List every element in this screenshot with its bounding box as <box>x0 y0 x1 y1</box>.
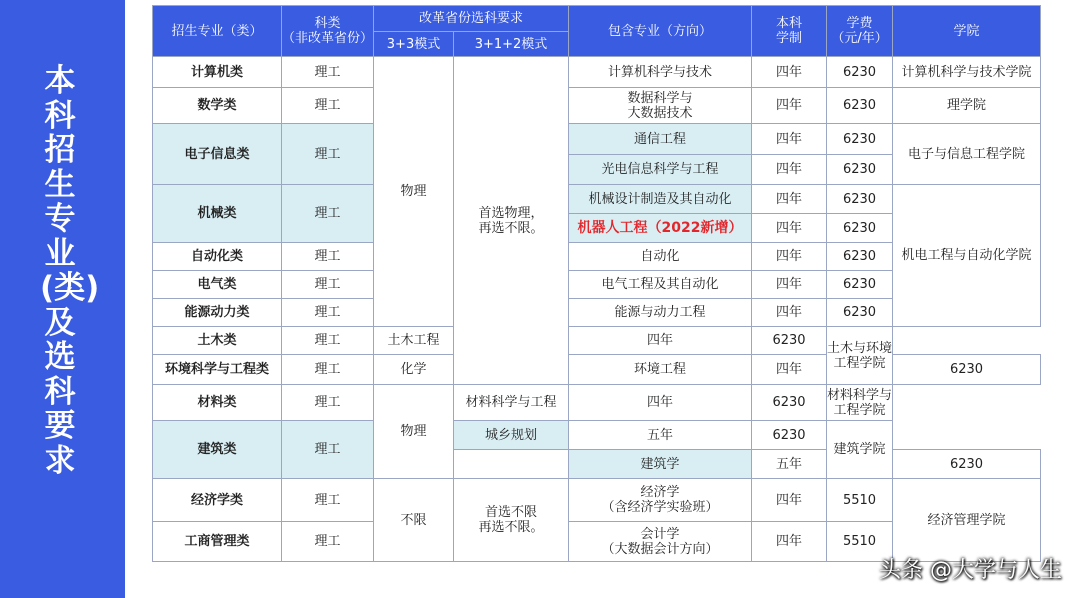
fee-cell: 6230 <box>827 214 893 243</box>
type-cell: 理工 <box>282 327 374 355</box>
fee-cell: 6230 <box>827 124 893 155</box>
duration-cell: 四年 <box>752 243 827 271</box>
major-cell: 数据科学与 大数据技术 <box>569 88 752 124</box>
class-cell: 经济学类 <box>153 479 282 522</box>
class-cell: 能源动力类 <box>153 299 282 327</box>
duration-cell: 四年 <box>752 522 827 562</box>
fee-cell: 6230 <box>827 299 893 327</box>
duration-cell: 四年 <box>752 479 827 522</box>
admissions-table <box>152 5 1041 562</box>
table-row <box>153 124 1041 155</box>
req312-cell: 首选不限 再选不限。 <box>454 479 569 562</box>
major-cell: 会计学 （大数据会计方向） <box>569 522 752 562</box>
table-row <box>153 327 1041 355</box>
class-cell: 土木类 <box>153 327 282 355</box>
fee-cell: 6230 <box>827 243 893 271</box>
major-cell: 土木工程 <box>374 327 454 355</box>
major-cell: 环境工程 <box>569 355 752 385</box>
table-row <box>153 185 1041 214</box>
watermark: 头条 @大学与人生 <box>879 558 1062 583</box>
req312-cell: 首选物理， 再选不限。 <box>454 57 569 385</box>
duration-cell: 四年 <box>752 271 827 299</box>
fee-cell: 6230 <box>827 155 893 185</box>
major-cell: 建筑学 <box>569 450 752 479</box>
req33-cell: 不限 <box>374 479 454 562</box>
table-row <box>153 88 1041 124</box>
header-included-majors: 包含专业（方向） <box>569 6 752 57</box>
duration-cell: 五年 <box>752 450 827 479</box>
duration-cell: 四年 <box>752 57 827 88</box>
class-cell: 环境科学与工程类 <box>153 355 282 385</box>
major-cell: 自动化 <box>569 243 752 271</box>
table-row <box>153 421 1041 450</box>
type-cell: 理工 <box>282 355 374 385</box>
major-cell: 电气工程及其自动化 <box>569 271 752 299</box>
duration-cell: 四年 <box>569 385 752 421</box>
college-cell: 经济管理学院 <box>893 479 1041 562</box>
fee-cell: 6230 <box>752 327 827 355</box>
major-cell: 能源与动力工程 <box>569 299 752 327</box>
header-mode-33: 3+3模式 <box>374 32 454 57</box>
fee-cell: 5510 <box>827 522 893 562</box>
header-major-class: 招生专业（类） <box>153 6 282 57</box>
req33-cell: 化学 <box>374 355 454 385</box>
college-cell: 理学院 <box>893 88 1041 124</box>
college-cell: 材料科学与工程学院 <box>827 385 893 421</box>
duration-cell: 四年 <box>752 124 827 155</box>
class-cell: 机械类 <box>153 185 282 243</box>
fee-cell: 6230 <box>827 185 893 214</box>
admissions-table-wrap <box>152 5 1040 562</box>
class-cell: 建筑类 <box>153 421 282 479</box>
table-row <box>153 355 1041 385</box>
duration-cell: 四年 <box>752 299 827 327</box>
req312-cell <box>454 450 569 479</box>
major-cell: 光电信息科学与工程 <box>569 155 752 185</box>
fee-cell: 6230 <box>827 57 893 88</box>
class-cell: 电子信息类 <box>153 124 282 185</box>
type-cell: 理工 <box>282 88 374 124</box>
major-cell: 通信工程 <box>569 124 752 155</box>
table-row <box>153 57 1041 88</box>
class-cell: 材料类 <box>153 385 282 421</box>
type-cell: 理工 <box>282 57 374 88</box>
type-cell: 理工 <box>282 124 374 185</box>
req33-cell: 物理 <box>374 57 454 327</box>
class-cell: 工商管理类 <box>153 522 282 562</box>
major-cell: 经济学 （含经济学实验班） <box>569 479 752 522</box>
type-cell: 理工 <box>282 185 374 243</box>
fee-cell: 6230 <box>752 385 827 421</box>
duration-cell: 四年 <box>752 88 827 124</box>
class-cell: 计算机类 <box>153 57 282 88</box>
header-duration: 本科 学制 <box>752 6 827 57</box>
college-cell: 建筑学院 <box>827 421 893 479</box>
duration-cell: 四年 <box>752 214 827 243</box>
major-cell: 计算机科学与技术 <box>569 57 752 88</box>
header-reform-req: 改革省份选科要求 <box>374 6 569 32</box>
fee-cell: 5510 <box>827 479 893 522</box>
college-cell: 机电工程与自动化学院 <box>893 185 1041 327</box>
duration-cell: 四年 <box>752 155 827 185</box>
duration-cell: 四年 <box>569 327 752 355</box>
header-tuition: 学费 （元/年） <box>827 6 893 57</box>
type-cell: 理工 <box>282 299 374 327</box>
type-cell: 理工 <box>282 479 374 522</box>
header-mode-312: 3+1+2模式 <box>454 32 569 57</box>
college-cell: 电子与信息工程学院 <box>893 124 1041 185</box>
type-cell: 理工 <box>282 522 374 562</box>
sidebar-panel <box>0 0 125 598</box>
type-cell: 理工 <box>282 421 374 479</box>
major-cell-new: 机器人工程（2022新增） <box>569 214 752 243</box>
type-cell: 理工 <box>282 385 374 421</box>
vertical-title: 本科招生专业(类)及选科要求 <box>40 63 100 479</box>
major-cell: 城乡规划 <box>454 421 569 450</box>
table-row <box>153 479 1041 522</box>
class-cell: 电气类 <box>153 271 282 299</box>
college-cell: 计算机科学与技术学院 <box>893 57 1041 88</box>
college-cell: 土木与环境工程学院 <box>827 327 893 385</box>
class-cell: 数学类 <box>153 88 282 124</box>
major-cell: 机械设计制造及其自动化 <box>569 185 752 214</box>
req33-cell: 物理 <box>374 385 454 479</box>
duration-cell: 四年 <box>752 355 827 385</box>
fee-cell: 6230 <box>893 450 1041 479</box>
fee-cell: 6230 <box>752 421 827 450</box>
fee-cell: 6230 <box>827 271 893 299</box>
duration-cell: 四年 <box>752 185 827 214</box>
table-row <box>153 385 1041 421</box>
header-college: 学院 <box>893 6 1041 57</box>
major-cell: 材料科学与工程 <box>454 385 569 421</box>
duration-cell: 五年 <box>569 421 752 450</box>
class-cell: 自动化类 <box>153 243 282 271</box>
type-cell: 理工 <box>282 271 374 299</box>
type-cell: 理工 <box>282 243 374 271</box>
fee-cell: 6230 <box>893 355 1041 385</box>
fee-cell: 6230 <box>827 88 893 124</box>
header-subject-type: 科类 （非改革省份） <box>282 6 374 57</box>
